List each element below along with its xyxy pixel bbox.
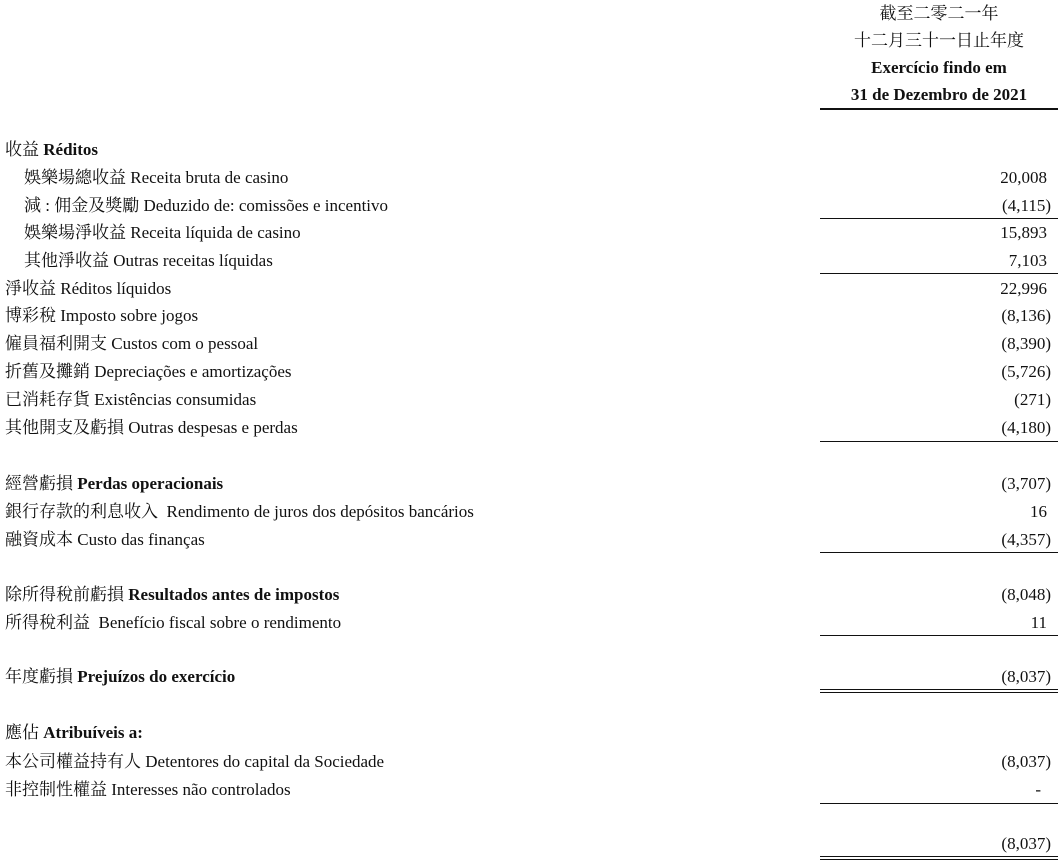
table-row: [0, 777, 1061, 803]
table-row: [0, 749, 1061, 775]
column-header: [820, 0, 1058, 108]
table-row: [0, 220, 1061, 246]
row-label-zh: 除所得稅前虧損: [5, 585, 124, 604]
row-label-zh: 所得稅利益: [5, 613, 90, 632]
row-label-zh: 娛樂場淨收益: [24, 223, 126, 242]
row-label-zh: 博彩稅: [5, 306, 56, 325]
row-value: (8,037): [1001, 667, 1051, 686]
row-label-zh: 減 : 佣金及獎勵: [24, 196, 140, 215]
row-label-pt: Receita líquida de casino: [130, 223, 301, 242]
row-value: (4,357): [1001, 530, 1051, 549]
row-label-zh: 應佔: [5, 723, 39, 742]
subtotal-rule: [820, 552, 1058, 553]
subtotal-rule: [820, 273, 1058, 274]
row-label-pt: Réditos: [43, 140, 99, 159]
section-heading-attributable: [0, 720, 1061, 746]
header-pt-line1: Exercício findo em: [871, 58, 1007, 77]
table-row: [0, 248, 1061, 274]
subtotal-rule: [820, 218, 1058, 219]
row-label-zh: 收益: [5, 140, 39, 159]
row-label-pt: Imposto sobre jogos: [60, 306, 199, 325]
row-label-pt: Existências consumidas: [94, 390, 257, 409]
row-value: (4,115): [1002, 196, 1051, 215]
row-label-pt: Custos com o pessoal: [111, 334, 259, 353]
table-row: [0, 527, 1061, 553]
row-value: 20,008: [1000, 168, 1047, 187]
row-label-zh: 經營虧損: [5, 474, 73, 493]
row-label-zh: 折舊及攤銷: [5, 362, 90, 381]
row-value: 22,996: [1000, 279, 1047, 298]
subtotal-rule: [820, 441, 1058, 442]
row-label-pt: Perdas operacionais: [77, 474, 224, 493]
row-label-pt: Deduzido de: comissões e incentivo: [143, 196, 389, 215]
row-value: (8,048): [1001, 585, 1051, 604]
table-row: [0, 499, 1061, 525]
row-label-zh: 其他淨收益: [24, 251, 109, 270]
row-value: 7,103: [1008, 251, 1047, 270]
header-pt-line2: 31 de Dezembro de 2021: [850, 85, 1028, 104]
row-label-zh: 銀行存款的利息收入: [5, 502, 158, 521]
subtotal-rule: [820, 803, 1058, 804]
row-value: 15,893: [1000, 223, 1047, 242]
row-label-pt: Outras despesas e perdas: [128, 418, 298, 437]
row-label-zh: 其他開支及虧損: [5, 418, 124, 437]
row-label-zh: 融資成本: [5, 530, 73, 549]
table-row-total: [0, 471, 1061, 497]
row-label-zh: 已消耗存貨: [5, 390, 90, 409]
table-row: [0, 415, 1061, 441]
row-value: (271): [1014, 390, 1051, 409]
row-label-zh: 淨收益: [5, 279, 56, 298]
row-value: (3,707): [1001, 474, 1051, 493]
row-value: (8,136): [1001, 306, 1051, 325]
row-label-pt: Resultados antes de impostos: [128, 585, 340, 604]
header-zh-line2: 十二月三十一日止年度: [854, 31, 1024, 50]
table-row: [0, 387, 1061, 413]
row-label-pt: Prejuízos do exercício: [77, 667, 236, 686]
total-double-rule: [820, 689, 1058, 693]
row-label-pt: Interesses não controlados: [111, 780, 291, 799]
table-row: [0, 610, 1061, 636]
row-value: (5,726): [1001, 362, 1051, 381]
row-label-pt: Atribuíveis a:: [43, 723, 143, 742]
row-label-pt: Benefício fiscal sobre o rendimento: [98, 613, 342, 632]
row-label-zh: 年度虧損: [5, 667, 73, 686]
header-rule: [820, 108, 1058, 110]
row-label-zh: 非控制性權益: [5, 780, 107, 799]
row-label-pt: Outras receitas líquidas: [113, 251, 273, 270]
table-row-grand-total: [0, 831, 1061, 857]
table-row: [0, 331, 1061, 357]
row-value: -: [1035, 780, 1041, 799]
row-value: (8,037): [1001, 752, 1051, 771]
total-double-rule: [820, 856, 1058, 860]
row-label-pt: Rendimento de juros dos depósitos bancários: [166, 502, 474, 521]
section-heading-revenue: [0, 137, 1061, 163]
row-value: (8,390): [1001, 334, 1051, 353]
table-row: [0, 276, 1061, 302]
table-row: [0, 165, 1061, 191]
row-label-pt: Custo das finanças: [77, 530, 205, 549]
table-row: [0, 303, 1061, 329]
row-label-pt: Depreciações e amortizações: [94, 362, 292, 381]
row-value: 16: [1030, 502, 1047, 521]
row-label-pt: Detentores do capital da Sociedade: [145, 752, 385, 771]
row-label-pt: Réditos líquidos: [60, 279, 172, 298]
table-row: [0, 359, 1061, 385]
row-label-zh: 娛樂場總收益: [24, 168, 126, 187]
table-row-total: [0, 582, 1061, 608]
row-label-zh: 僱員福利開支: [5, 334, 107, 353]
table-row: [0, 193, 1061, 219]
row-value: 11: [1030, 613, 1047, 632]
row-value: (8,037): [1001, 834, 1051, 853]
table-row-total: [0, 664, 1061, 690]
row-value: (4,180): [1001, 418, 1051, 437]
header-zh-line1: 截至二零二一年: [879, 4, 999, 23]
subtotal-rule: [820, 635, 1058, 636]
row-label-pt: Receita bruta de casino: [130, 168, 289, 187]
row-label-zh: 本公司權益持有人: [5, 752, 141, 771]
